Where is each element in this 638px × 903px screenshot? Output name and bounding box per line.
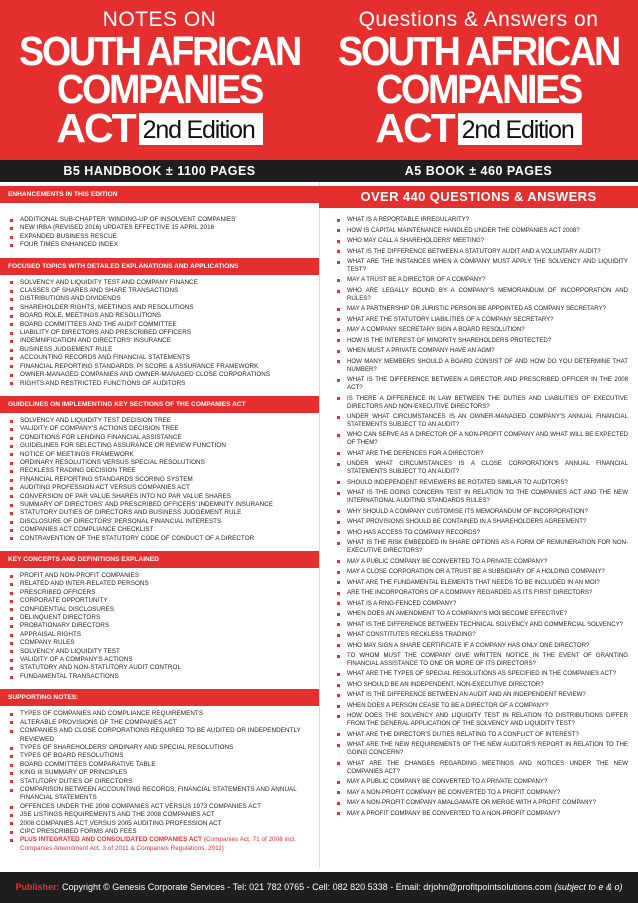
question-item: WHAT IS THE RISK EMBEDDED IN SHARE OPTIONS AS A FORM OF REMUNERATION FOR NON-EXECUTIVE DIRECTORS? xyxy=(347,539,628,555)
list-item: COMPANY RULES xyxy=(20,639,313,647)
list-item: FUNDAMENTAL TRANSACTIONS xyxy=(20,673,313,681)
question-item: WHAT ARE THE STATUTORY LIABILITIES OF A COMPANY SECRETARY? xyxy=(347,316,628,324)
question-item: WHAT IS THE GOING CONCERN TEST IN RELATION TO THE COMPANIES ACT AND THE NEW INTERNATIONAL AUDITING STANDARDS RULES? xyxy=(347,489,628,505)
section-list xyxy=(0,275,319,390)
question-item: WHEN MUST A PRIVATE COMPANY HAVE AN AGM? xyxy=(347,347,628,355)
question-item: MAY A PUBLIC COMPANY BE CONVERTED TO A PRIVATE COMPANY? xyxy=(347,558,628,566)
question-item: HOW IS THE INTEREST OF MINORITY SHAREHOLDERS PROTECTED? xyxy=(347,337,628,345)
section-supporting-notes xyxy=(0,689,319,855)
list-item: OFFENCES UNDER THE 2008 COMPANIES ACT VERSUS 1973 COMPANIES ACT xyxy=(20,803,313,811)
question-item: WHAT ARE THE DEFENCES FOR A DIRECTOR? xyxy=(347,450,628,458)
list-item: CONDITIONS FOR LENDING FINANCIAL ASSISTANCE xyxy=(20,434,313,442)
list-item: OWNER-MANAGED COMPANIES AND OWNER-MANAGED CLOSE CORPORATIONS xyxy=(20,371,313,379)
list-item: TYPES OF COMPANIES AND COMPLIANCE REQUIREMENTS xyxy=(20,710,313,718)
publisher-note: (subject to e & o) xyxy=(554,882,623,892)
question-item: WHO MAY SIGN A SHARE CERTIFICATE IF A COMPANY HAS ONLY ONE DIRECTOR? xyxy=(347,642,628,650)
qa-title-line1: SOUTH AFRICAN xyxy=(338,28,619,74)
list-item: PROFIT AND NON-PROFIT COMPANIES xyxy=(20,572,313,580)
handbook-kicker: NOTES ON xyxy=(102,8,217,31)
question-item: HOW MANY MEMBERS SHOULD A BOARD CONSIST OF AND HOW DO YOU DETERMINE THAT NUMBER? xyxy=(347,357,628,373)
handbook-pages-band: B5 HANDBOOK ± 1100 PAGES xyxy=(0,160,319,182)
list-item: LIABILITY OF DIRECTORS AND PRESCRIBED OFFICERS xyxy=(20,329,313,337)
question-item: HOW DOES THE SOLVENCY AND LIQUIDITY TEST IN RELATION TO DISTRIBUTIONS DIFFER FROM THE GENERAL APPLICATION OF THE SOLVENCY AND LIQUIDITY TEST? xyxy=(347,712,628,728)
question-item: WHO ARE LEGALLY BOUND BY A COMPANY'S MEMORANDUM OF INCORPORATION AND RULES? xyxy=(347,286,628,302)
question-item: WHAT ARE THE NEW REQUIREMENTS OF THE NEW AUDITOR'S REPORT IN RELATION TO THE GOING CONCERN? xyxy=(347,741,628,757)
list-item: PROBATIONARY DIRECTORS xyxy=(20,622,313,630)
list-item: STATUTORY AND NON-STATUTORY AUDIT CONTROL xyxy=(20,664,313,672)
section-heading: ENHANCEMENTS IN THIS EDITION xyxy=(0,186,319,203)
list-item: ACCOUNTING RECORDS AND FINANCIAL STATEMENTS xyxy=(20,354,313,362)
publisher-label: Publisher: xyxy=(15,882,60,892)
qa-heading: OVER 440 QUESTIONS & ANSWERS xyxy=(319,186,638,208)
question-item: WHAT IS THE DIFFERENCE BETWEEN AN AUDIT AND AN INDEPENDENT REVIEW? xyxy=(347,691,628,699)
list-item: APPRAISAL RIGHTS xyxy=(20,631,313,639)
question-item: MAY A PUBLIC COMPANY BE CONVERTED TO A PRIVATE COMPANY? xyxy=(347,778,628,786)
question-item: WHO MAY CALL A SHAREHOLDERS' MEETING? xyxy=(347,237,628,245)
list-item: INDEMNIFICATION AND DIRECTORS' INSURANCE xyxy=(20,337,313,345)
list-item: CLASSES OF SHARES AND SHARE TRANSACTIONS xyxy=(20,287,313,295)
handbook-title-line1: SOUTH AFRICAN xyxy=(19,28,300,74)
list-item: SHAREHOLDER RIGHTS, MEETINGS AND RESOLUTIONS xyxy=(20,304,313,312)
handbook-title-banner xyxy=(0,0,319,160)
list-item: FOUR TIMES ENHANCED INDEX xyxy=(20,241,313,249)
question-item: WHAT ARE THE INSTANCES WHEN A COMPANY MUST APPLY THE SOLVENCY AND LIQUIDITY TEST? xyxy=(347,258,628,273)
question-item: WHAT ARE THE TYPES OF SPECIAL RESOLUTIONS AS SPECIFIED IN THE COMPANIES ACT? xyxy=(347,670,628,678)
list-item: PRESCRIBED OFFICERS xyxy=(20,589,313,597)
list-item: BOARD COMMITTEES COMPARATIVE TABLE xyxy=(20,761,313,769)
question-item: WHAT IS A REPORTABLE IRREGULARITY? xyxy=(347,216,628,224)
list-item: JSE LISTINGS REQUIREMENTS AND THE 2008 COMPANIES ACT xyxy=(20,811,313,819)
section-list xyxy=(0,568,319,683)
list-item: GUIDELINES FOR SELECTING ASSURANCE OR REVIEW FUNCTION xyxy=(20,442,313,450)
highlight-note: (Companies Act, 71 of 2008 incl. Companies Amendment Act, 3 of 2011 & Companies Regulations, 2011) xyxy=(20,836,297,852)
section-heading: KEY CONCEPTS AND DEFINITIONS EXPLAINED xyxy=(0,551,319,568)
list-item: VALIDITY OF COMPANY'S ACTIONS DECISION TREE xyxy=(20,425,313,433)
list-item: RELATED AND INTER-RELATED PERSONS xyxy=(20,580,313,588)
list-item: COMPANIES AND CLOSE CORPORATIONS REQUIRED TO BE AUDITED OR INDEPENDENTLY REVIEWED xyxy=(20,727,313,744)
list-item: RIGHTS AND RESTRICTED FUNCTIONS OF AUDITORS xyxy=(20,380,313,388)
list-item: ALTERABLE PROVISIONS OF THE COMPANIES ACT xyxy=(20,719,313,727)
question-item: MAY A TRUST BE A DIRECTOR OF A COMPANY? xyxy=(347,276,628,284)
question-item: UNDER WHAT CIRCUMSTANCES IS A CLOSE CORPORATION'S ANNUAL FINANCIAL STATEMENTS SUBJECT TO AN AUDIT? xyxy=(347,460,628,476)
question-item: UNDER WHAT CIRCUMSTANCES IS AN OWNER-MANAGED COMPANY'S ANNUAL FINANCIAL STATEMENTS SUBJECT TO AN AUDIT? xyxy=(347,413,628,428)
question-item: MAY A PARTNERSHIP OR JURISTIC PERSON BE APPOINTED AS COMPANY SECRETARY? xyxy=(347,305,628,313)
highlight-text: PLUS INTEGRATED AND CONSOLIDATED COMPANIES ACT xyxy=(20,836,202,844)
list-item: FINANCIAL REPORTING STANDARDS, PI SCORE & ASSURANCE FRAMEWORK xyxy=(20,363,313,371)
question-item: WHAT IS THE DIFFERENCE BETWEEN A STATUTORY AUDIT AND A VOLUNTARY AUDIT? xyxy=(347,248,628,256)
handbook-title-line2: COMPANIES xyxy=(57,66,262,112)
question-item: MAY A COMPANY SECRETARY SIGN A BOARD RESOLUTION? xyxy=(347,326,628,334)
qa-title-line2: COMPANIES xyxy=(376,66,581,112)
list-item: KING III SUMMARY OF PRINCIPLES xyxy=(20,769,313,777)
qa-act-word: ACT xyxy=(375,105,454,151)
list-item: STATUTORY DUTIES OF DIRECTORS AND BUSINESS JUDGEMENT RULE xyxy=(20,509,313,517)
list-item: COMPANIES ACT COMPLIANCE CHECKLIST xyxy=(20,526,313,534)
publisher-footer xyxy=(0,872,638,903)
list-item: BOARD COMMITTEES AND THE AUDIT COMMITTEE xyxy=(20,321,313,329)
handbook-edition: 2nd Edition xyxy=(139,113,263,145)
list-item: VALIDITY OF A COMPANY'S ACTIONS xyxy=(20,656,313,664)
question-item: WHO CAN SERVE AS A DIRECTOR OF A NON-PROFIT COMPANY AND WHAT WILL BE EXPECTED OF THEM? xyxy=(347,431,628,447)
list-item: BUSINESS JUDGEMENT RULE xyxy=(20,346,313,354)
list-item: SUMMARY OF DIRECTORS' AND PRESCRIBED OFFICERS' INDEMNITY INSURANCE xyxy=(20,501,313,509)
list-item: NEW IRBA (REVISED 2016) UPDATES EFFECTIVE 15 APRIL 2016 xyxy=(20,224,313,232)
list-item: CONTRAVENTION OF THE STATUTORY CODE OF CONDUCT OF A DIRECTOR xyxy=(20,535,313,543)
list-item: CONFIDENTIAL DISCLOSURES xyxy=(20,606,313,614)
section-heading: FOCUSED TOPICS WITH DETAILED EXPLANATIONS AND APPLICATIONS xyxy=(0,258,319,275)
list-item: EXPANDED BUSINESS RESCUE xyxy=(20,233,313,241)
handbook-act-line xyxy=(0,105,319,151)
question-item: IS THERE A DIFFERENCE IN LAW BETWEEN THE DUTIES AND LIABILITIES OF EXECUTIVE DIRECTORS AND NON-EXECUTIVE DIRECTORS? xyxy=(347,394,628,410)
question-item: WHAT CONSTITUTES RECKLESS TRADING? xyxy=(347,631,628,639)
question-list xyxy=(319,208,638,818)
question-item: ARE THE INCORPORATORS OF A COMPANY REGARDED AS ITS FIRST DIRECTORS? xyxy=(347,589,628,597)
qa-pages-band: A5 BOOK ± 460 PAGES xyxy=(319,160,638,182)
list-item: COMPARISON BETWEEN ACCOUNTING RECORDS, FINANCIAL STATEMENTS AND ANNUAL FINANCIAL STATEMENTS xyxy=(20,786,313,803)
section-enhancements xyxy=(0,186,319,252)
question-item: WHAT IS A RING-FENCED COMPANY? xyxy=(347,600,628,608)
question-item: WHAT IS THE DIFFERENCE BETWEEN A DIRECTOR AND PRESCRIBED OFFICER IN THE 2008 ACT? xyxy=(347,376,628,392)
list-item: BOARD ROLE, MEETINGS AND RESOLUTIONS xyxy=(20,312,313,320)
section-heading: SUPPORTING NOTES: xyxy=(0,689,319,706)
list-item: 2008 COMPANIES ACT VERSUS 2005 AUDITING PROFESSION ACT xyxy=(20,820,313,828)
question-item: WHO SHOULD BE AN INDEPENDENT, NON-EXECUTIVE DIRECTOR? xyxy=(347,681,628,689)
question-item: WHAT IS THE DIFFERENCE BETWEEN TECHNICAL SOLVENCY AND COMMERCIAL SOLVENCY? xyxy=(347,621,628,629)
list-item: CIPC PRESCRIBED FORMS AND FEES xyxy=(20,828,313,836)
section-focused-topics xyxy=(0,258,319,390)
question-item: WHY SHOULD A COMPANY CUSTOMISE ITS MEMORANDUM OF INCORPORATION? xyxy=(347,508,628,516)
list-item: DELINQUENT DIRECTORS xyxy=(20,614,313,622)
list-item: FINANCIAL REPORTING STANDARDS SCORING SYSTEM xyxy=(20,476,313,484)
list-item: TYPES OF BOARD RESOLUTIONS xyxy=(20,752,313,760)
list-item: ORDINARY RESOLUTIONS VERSUS SPECIAL RESOLUTIONS xyxy=(20,459,313,467)
question-item: TO WHOM MUST THE COMPANY GIVE WRITTEN NOTICE IN THE EVENT OF GRANTING FINANCIAL ASSISTANCE TO ONE OR MORE OF ITS DIRECTORS? xyxy=(347,652,628,667)
handbook-column xyxy=(0,0,319,855)
list-item: NOTICE OF MEETINGS FRAMEWORK xyxy=(20,451,313,459)
qa-title-banner xyxy=(319,0,638,160)
question-item: MAY A NON-PROFIT COMPANY AMALGAMATE OR MERGE WITH A PROFIT COMPANY? xyxy=(347,799,628,807)
qa-edition: 2nd Edition xyxy=(458,113,582,145)
section-list xyxy=(0,413,319,545)
question-item: WHAT ARE THE FUNDAMENTAL ELEMENTS THAT NEEDS TO BE INCLUDED IN AN MOI? xyxy=(347,579,628,587)
list-item-highlight xyxy=(20,836,313,853)
question-item: WHAT PROVISIONS SHOULD BE CONTAINED IN A SHAREHOLDERS AGREEMENT? xyxy=(347,518,628,526)
question-item: MAY A CLOSE CORPORATION OR A TRUST BE A SUBSIDIARY OF A HOLDING COMPANY? xyxy=(347,568,628,576)
question-item: WHEN DOES A PERSON CEASE TO BE A DIRECTOR OF A COMPANY? xyxy=(347,702,628,710)
question-item: SHOULD INDEPENDENT REVIEWERS BE ROTATED SIMILAR TO AUDITORS? xyxy=(347,479,628,487)
list-item: SOLVENCY AND LIQUIDITY TEST AND COMPANY FINANCE xyxy=(20,279,313,287)
list-item: STATUTORY DUTIES OF DIRECTORS xyxy=(20,778,313,786)
section-heading: GUIDELINES ON IMPLEMENTING KEY SECTIONS OF THE COMPANIES ACT xyxy=(0,396,319,413)
list-item: DISTRIBUTIONS AND DIVIDENDS xyxy=(20,295,313,303)
section-list xyxy=(0,706,319,855)
list-item: CORPORATE OPPORTUNITY xyxy=(20,597,313,605)
handbook-act-word: ACT xyxy=(56,105,135,151)
list-item: TYPES OF SHAREHOLDERS' ORDINARY AND SPECIAL RESOLUTIONS xyxy=(20,744,313,752)
list-item: ADDITIONAL SUB-CHAPTER 'WINDING-UP OF INSOLVENT COMPANIES' xyxy=(20,216,313,224)
list-item: SOLVENCY AND LIQUIDITY TEST DECISION TREE xyxy=(20,417,313,425)
question-item: WHAT ARE THE DIRECTOR'S DUTIES RELATING TO A CONFLICT OF INTEREST? xyxy=(347,731,628,739)
section-guidelines xyxy=(0,396,319,545)
question-item: MAY A NON-PROFIT COMPANY BE CONVERTED TO A PROFIT COMPANY? xyxy=(347,789,628,797)
question-item: HOW IS CAPITAL MAINTENANCE HANDLED UNDER THE COMPANIES ACT 2008? xyxy=(347,227,628,235)
qa-kicker: Questions & Answers on xyxy=(358,8,599,31)
section-list xyxy=(0,203,319,252)
list-item: RECKLESS TRADING DECISION TREE xyxy=(20,467,313,475)
section-key-concepts xyxy=(0,551,319,683)
list-item: DISCLOSURE OF DIRECTORS' PERSONAL FINANCIAL INTERESTS xyxy=(20,518,313,526)
question-item: MAY A PROFIT COMPANY BE CONVERTED TO A NON-PROFIT COMPANY? xyxy=(347,810,628,818)
question-item: WHAT ARE THE CHANGES REGARDING MEETINGS AND NOTICES UNDER THE NEW COMPANIES ACT? xyxy=(347,759,628,775)
qa-column xyxy=(319,0,638,820)
list-item: CONVERSION OF PAR VALUE SHARES INTO NO PAR VALUE SHARES xyxy=(20,493,313,501)
list-item: AUDITING PROFESSION ACT VERSUS COMPANIES ACT xyxy=(20,484,313,492)
question-item: WHEN DOES AN AMENDMENT TO A COMPANY'S MOI BECOME EFFECTIVE? xyxy=(347,610,628,618)
publisher-contact: Copyright © Genesis Corporate Services - Tel: 021 782 0765 - Cell: 082 820 5338 - Email: drjohn@profitpointsolutions.com xyxy=(62,882,552,892)
question-item: WHO HAS ACCESS TO COMPANY RECORDS? xyxy=(347,529,628,537)
list-item: SOLVENCY AND LIQUIDITY TEST xyxy=(20,648,313,656)
qa-act-line xyxy=(319,105,638,151)
